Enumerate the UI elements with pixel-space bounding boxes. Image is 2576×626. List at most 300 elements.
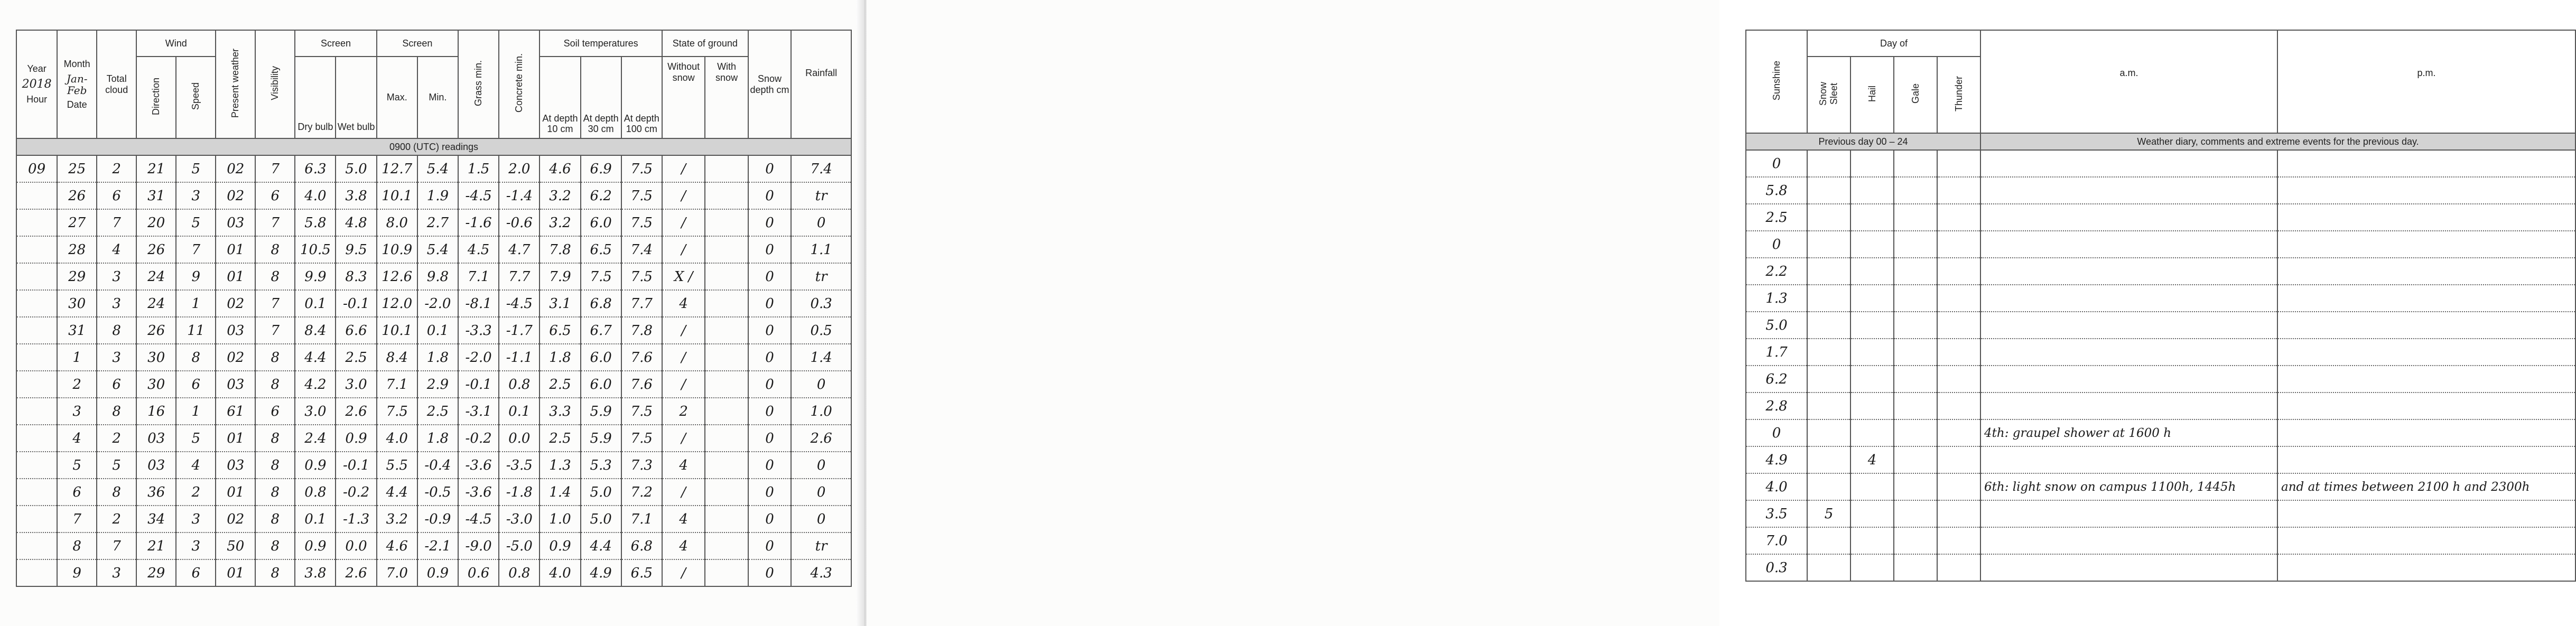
ground-without-snow-cell: / [662,155,705,182]
wet-bulb-cell: -0.1 [336,452,376,479]
year-value: 2018 [22,77,52,91]
snow-depth-cell: 0 [748,236,791,263]
dry-bulb-cell: 10.5 [295,236,336,263]
wind-speed-cell: 3 [176,182,216,209]
thunder-cell [1937,204,1980,231]
present-weather-cell: 01 [216,236,255,263]
concrete-min-cell: -0.6 [499,209,540,236]
visibility-cell: 7 [255,317,295,344]
ground-with-snow-cell [705,479,748,506]
dry-bulb-cell: 9.9 [295,263,336,290]
hour-cell [16,452,57,479]
dry-bulb-cell: 0.1 [295,290,336,317]
concrete-min-cell: -3.0 [499,506,540,532]
present-weather-cell: 02 [216,155,255,182]
max-header: Max. [377,57,417,138]
wind-direction-cell: 26 [136,317,176,344]
snow-depth-cell: 0 [748,263,791,290]
table-row [1746,366,2575,393]
snow-sleet-cell [1807,204,1850,231]
concrete-min-cell: 0.8 [499,559,540,586]
soil-30cm-cell: 6.2 [581,182,621,209]
thunder-cell [1937,500,1980,527]
wet-bulb-cell: 0.9 [336,425,376,452]
wet-bulb-cell: 4.8 [336,209,376,236]
wind-direction-cell: 31 [136,182,176,209]
total-cloud-cell: 4 [97,236,136,263]
sunshine-cell: 2.2 [1746,258,1807,285]
hail-cell [1850,204,1894,231]
diary-am-cell [1980,339,2277,366]
snow-sleet-cell [1807,554,1850,581]
grass-min-cell: -3.1 [458,398,499,425]
total-cloud-cell: 8 [97,398,136,425]
ground-with-snow-cell [705,263,748,290]
wind-speed-cell: 5 [176,209,216,236]
visibility-cell: 8 [255,479,295,506]
diary-pm-cell [2277,554,2575,581]
grass-min-cell: -3.6 [458,479,499,506]
total-cloud-cell: 2 [97,506,136,532]
date-cell: 9 [57,559,97,586]
thunder-cell [1937,285,1980,312]
table-row [1746,446,2575,473]
sunshine-cell: 5.0 [1746,312,1807,339]
total-cloud-cell: 3 [97,263,136,290]
sunshine-cell: 5.8 [1746,177,1807,204]
total-cloud-cell: 2 [97,425,136,452]
diary-pm-cell: and at times between 2100 h and 2300h [2277,473,2575,500]
speed-header: Speed [176,57,216,138]
snow-sleet-header: Snow Sleet [1807,57,1850,133]
soil-100cm-cell: 7.7 [621,290,662,317]
without-snow-header: Without snow [662,57,705,138]
soil-100cm-cell: 7.8 [621,317,662,344]
wind-direction-cell: 03 [136,452,176,479]
hour-cell [16,479,57,506]
grass-min-cell: -4.5 [458,506,499,532]
snow-sleet-cell [1807,393,1850,419]
diary-am-cell [1980,446,2277,473]
soil-10cm-cell: 4.0 [540,559,580,586]
diary-pm-cell [2277,285,2575,312]
hail-cell [1850,285,1894,312]
gale-cell [1894,527,1937,554]
grass-min-cell: -9.0 [458,532,499,559]
soil-30cm-cell: 4.9 [581,559,621,586]
wind-speed-cell: 7 [176,236,216,263]
grass-min-cell: 1.5 [458,155,499,182]
screen-max-cell: 7.1 [377,371,417,398]
rainfall-cell: tr [791,532,851,559]
hail-cell [1850,177,1894,204]
left-page [0,0,861,626]
date-cell: 27 [57,209,97,236]
thunder-cell [1937,419,1980,446]
hour-cell [16,209,57,236]
diary-am-cell [1980,500,2277,527]
total-cloud-cell: 8 [97,317,136,344]
ground-without-snow-cell: 4 [662,532,705,559]
concrete-min-cell: -1.8 [499,479,540,506]
visibility-cell: 8 [255,532,295,559]
ground-without-snow-cell: / [662,182,705,209]
hail-cell: 4 [1850,446,1894,473]
soil-temperatures-header: Soil temperatures [540,30,662,57]
sunshine-cell: 3.5 [1746,500,1807,527]
soil-30cm-cell: 5.9 [581,398,621,425]
sunshine-cell: 0 [1746,419,1807,446]
total-cloud-cell: 6 [97,371,136,398]
date-cell: 1 [57,344,97,371]
soil-10cm-cell: 2.5 [540,425,580,452]
wind-speed-cell: 1 [176,398,216,425]
grass-min-cell: -1.6 [458,209,499,236]
soil-10cm-cell: 0.9 [540,532,580,559]
hour-cell [16,344,57,371]
grass-min-cell: -0.1 [458,371,499,398]
screen-min-cell: 2.5 [417,398,458,425]
ground-without-snow-cell: / [662,236,705,263]
visibility-cell: 8 [255,263,295,290]
thunder-cell [1937,473,1980,500]
ground-with-snow-cell [705,452,748,479]
hail-cell [1850,312,1894,339]
hail-cell [1850,258,1894,285]
date-cell: 4 [57,425,97,452]
screen-max-cell: 3.2 [377,506,417,532]
daily-readings-table [16,30,852,587]
ground-with-snow-cell [705,182,748,209]
dry-bulb-cell: 4.2 [295,371,336,398]
soil-100cm-cell: 7.5 [621,155,662,182]
present-weather-header: Present weather [216,30,255,138]
total-cloud-cell: 5 [97,452,136,479]
soil-10cm-header: At depth 10 cm [540,57,580,138]
screen-max-cell: 10.9 [377,236,417,263]
snow-sleet-cell [1807,473,1850,500]
sunshine-cell: 0.3 [1746,554,1807,581]
soil-100cm-cell: 6.5 [621,559,662,586]
sunshine-cell: 1.3 [1746,285,1807,312]
soil-100cm-cell: 7.5 [621,182,662,209]
grass-min-cell: -3.3 [458,317,499,344]
thunder-cell [1937,554,1980,581]
ground-with-snow-cell [705,344,748,371]
ground-without-snow-cell: 4 [662,452,705,479]
snow-sleet-cell [1807,527,1850,554]
soil-100cm-cell: 7.6 [621,344,662,371]
hour-cell [16,371,57,398]
rainfall-cell: 0 [791,452,851,479]
diary-pm-cell [2277,231,2575,258]
am-header: a.m. [1980,30,2277,133]
snow-depth-cell: 0 [748,317,791,344]
ground-with-snow-cell [705,209,748,236]
dry-bulb-cell: 0.9 [295,532,336,559]
wet-bulb-cell: -0.2 [336,479,376,506]
concrete-min-cell: -3.5 [499,452,540,479]
table-row [1746,204,2575,231]
soil-30cm-cell: 6.5 [581,236,621,263]
snow-depth-header: Snow depth cm [748,30,791,138]
soil-30cm-cell: 6.0 [581,371,621,398]
hail-cell [1850,500,1894,527]
snow-sleet-cell [1807,446,1850,473]
hour-cell [16,236,57,263]
dry-bulb-cell: 2.4 [295,425,336,452]
snow-depth-cell: 0 [748,452,791,479]
present-weather-cell: 01 [216,559,255,586]
soil-10cm-cell: 7.8 [540,236,580,263]
gale-cell [1894,339,1937,366]
table-row [1746,150,2575,177]
grass-min-cell: -8.1 [458,290,499,317]
concrete-min-header: Concrete min. [499,30,540,138]
diary-am-cell [1980,258,2277,285]
table-row [16,263,851,290]
snow-depth-cell: 0 [748,479,791,506]
hail-cell [1850,554,1894,581]
gale-cell [1894,312,1937,339]
diary-pm-cell [2277,366,2575,393]
table-row [1746,312,2575,339]
sunshine-cell: 0 [1746,150,1807,177]
gale-cell [1894,231,1937,258]
table-row [16,506,851,532]
sunshine-cell: 4.0 [1746,473,1807,500]
hour-cell [16,290,57,317]
ground-without-snow-cell: / [662,371,705,398]
gale-header: Gale [1894,57,1937,133]
date-cell: 25 [57,155,97,182]
snow-depth-cell: 0 [748,209,791,236]
soil-30cm-cell: 7.5 [581,263,621,290]
table-row [1746,339,2575,366]
thunder-header: Thunder [1937,57,1980,133]
thunder-cell [1937,312,1980,339]
table-row [16,209,851,236]
wet-bulb-cell: 6.6 [336,317,376,344]
grass-min-header: Grass min. [458,30,499,138]
wind-direction-cell: 24 [136,263,176,290]
month-date-header [57,30,97,138]
screen-max-cell: 12.0 [377,290,417,317]
sunshine-header: Sunshine [1746,30,1807,133]
gale-cell [1894,419,1937,446]
table-row [1746,393,2575,419]
wet-bulb-cell: 3.8 [336,182,376,209]
wind-speed-cell: 5 [176,425,216,452]
rainfall-cell: tr [791,263,851,290]
screen-min-cell: 9.8 [417,263,458,290]
diary-am-cell: 6th: light snow on campus 1100h, 1445h [1980,473,2277,500]
date-cell: 7 [57,506,97,532]
screen-min-cell: 2.9 [417,371,458,398]
sunshine-cell: 7.0 [1746,527,1807,554]
dry-bulb-cell: 4.4 [295,344,336,371]
sunshine-cell: 2.8 [1746,393,1807,419]
day-of-header: Day of [1807,30,1980,57]
wet-bulb-cell: 5.0 [336,155,376,182]
hail-cell [1850,231,1894,258]
snow-depth-cell: 0 [748,371,791,398]
present-weather-cell: 02 [216,506,255,532]
sunshine-cell: 2.5 [1746,204,1807,231]
screen-max-cell: 10.1 [377,317,417,344]
diary-am-cell [1980,204,2277,231]
gale-cell [1894,150,1937,177]
visibility-cell: 8 [255,559,295,586]
dry-bulb-header: Dry bulb [295,57,336,138]
table-row [16,317,851,344]
snow-depth-cell: 0 [748,155,791,182]
table-row [16,559,851,586]
ground-with-snow-cell [705,155,748,182]
screen-max-cell: 8.4 [377,344,417,371]
gale-cell [1894,393,1937,419]
present-weather-cell: 61 [216,398,255,425]
concrete-min-cell: -4.5 [499,290,540,317]
concrete-min-cell: 0.0 [499,425,540,452]
hour-cell [16,182,57,209]
snow-sleet-cell [1807,312,1850,339]
screen-max-cell: 8.0 [377,209,417,236]
ground-without-snow-cell: / [662,559,705,586]
soil-100cm-cell: 7.5 [621,425,662,452]
snow-depth-cell: 0 [748,559,791,586]
wind-direction-cell: 29 [136,559,176,586]
visibility-header: Visibility [255,30,295,138]
sunshine-cell: 1.7 [1746,339,1807,366]
diary-pm-cell [2277,150,2575,177]
ground-without-snow-cell: / [662,425,705,452]
with-snow-header: With snow [705,57,748,138]
wet-bulb-cell: -1.3 [336,506,376,532]
total-cloud-cell: 7 [97,209,136,236]
snow-sleet-cell [1807,150,1850,177]
concrete-min-cell: 7.7 [499,263,540,290]
ground-without-snow-cell: / [662,344,705,371]
thunder-cell [1937,527,1980,554]
wet-bulb-cell: 2.5 [336,344,376,371]
wet-bulb-cell: 2.6 [336,398,376,425]
year-hour-header [16,30,57,138]
table-row [1746,500,2575,527]
soil-100cm-cell: 7.4 [621,236,662,263]
dry-bulb-cell: 4.0 [295,182,336,209]
wet-bulb-cell: 0.0 [336,532,376,559]
rainfall-cell: 0.5 [791,317,851,344]
gale-cell [1894,204,1937,231]
hail-cell [1850,150,1894,177]
gale-cell [1894,177,1937,204]
gale-cell [1894,554,1937,581]
table-row [16,452,851,479]
date-cell: 2 [57,371,97,398]
sunshine-cell: 6.2 [1746,366,1807,393]
screen-header-2: Screen [377,30,458,57]
gale-cell [1894,500,1937,527]
grass-min-cell: 0.6 [458,559,499,586]
wind-direction-cell: 30 [136,371,176,398]
date-cell: 3 [57,398,97,425]
screen-max-cell: 12.6 [377,263,417,290]
right-page [867,0,2530,626]
diary-pm-cell [2277,204,2575,231]
hour-cell [16,317,57,344]
soil-10cm-cell: 1.8 [540,344,580,371]
readings-band: 0900 (UTC) readings [16,138,851,155]
screen-min-cell: 0.1 [417,317,458,344]
table-row [1746,527,2575,554]
total-cloud-header: Total cloud [97,30,136,138]
hail-cell [1850,419,1894,446]
table-row [1746,419,2575,446]
screen-min-cell: -0.9 [417,506,458,532]
gale-cell [1894,285,1937,312]
soil-30cm-cell: 6.0 [581,344,621,371]
diary-am-cell [1980,231,2277,258]
diary-pm-cell [2277,527,2575,554]
visibility-cell: 8 [255,236,295,263]
snow-sleet-cell [1807,419,1850,446]
screen-max-cell: 4.4 [377,479,417,506]
rainfall-cell: 0.3 [791,290,851,317]
date-cell: 6 [57,479,97,506]
wind-speed-cell: 5 [176,155,216,182]
hour-cell [16,398,57,425]
concrete-min-cell: -1.1 [499,344,540,371]
diary-am-cell [1980,527,2277,554]
wind-speed-cell: 9 [176,263,216,290]
wet-bulb-header: Wet bulb [336,57,376,138]
thunder-cell [1937,150,1980,177]
diary-pm-cell [2277,393,2575,419]
table-row [16,371,851,398]
pm-header: p.m. [2277,30,2575,133]
date-cell: 5 [57,452,97,479]
soil-30cm-cell: 6.9 [581,155,621,182]
diary-am-cell [1980,312,2277,339]
concrete-min-cell: -1.4 [499,182,540,209]
wind-speed-cell: 3 [176,506,216,532]
diary-am-cell [1980,393,2277,419]
screen-header-1: Screen [295,30,376,57]
total-cloud-cell: 3 [97,344,136,371]
wind-speed-cell: 8 [176,344,216,371]
present-weather-cell: 50 [216,532,255,559]
diary-am-cell [1980,150,2277,177]
visibility-cell: 8 [255,344,295,371]
ground-without-snow-cell: / [662,317,705,344]
date-cell: 29 [57,263,97,290]
soil-10cm-cell: 3.2 [540,182,580,209]
screen-min-cell: -2.0 [417,290,458,317]
wind-speed-cell: 4 [176,452,216,479]
dry-bulb-cell: 0.9 [295,452,336,479]
concrete-min-cell: 4.7 [499,236,540,263]
rainfall-cell: 7.4 [791,155,851,182]
concrete-min-cell: 0.8 [499,371,540,398]
wind-speed-cell: 6 [176,371,216,398]
diary-am-cell [1980,285,2277,312]
present-weather-cell: 01 [216,263,255,290]
wet-bulb-cell: 9.5 [336,236,376,263]
screen-max-cell: 5.5 [377,452,417,479]
state-of-ground-header: State of ground [662,30,748,57]
table-row [16,344,851,371]
